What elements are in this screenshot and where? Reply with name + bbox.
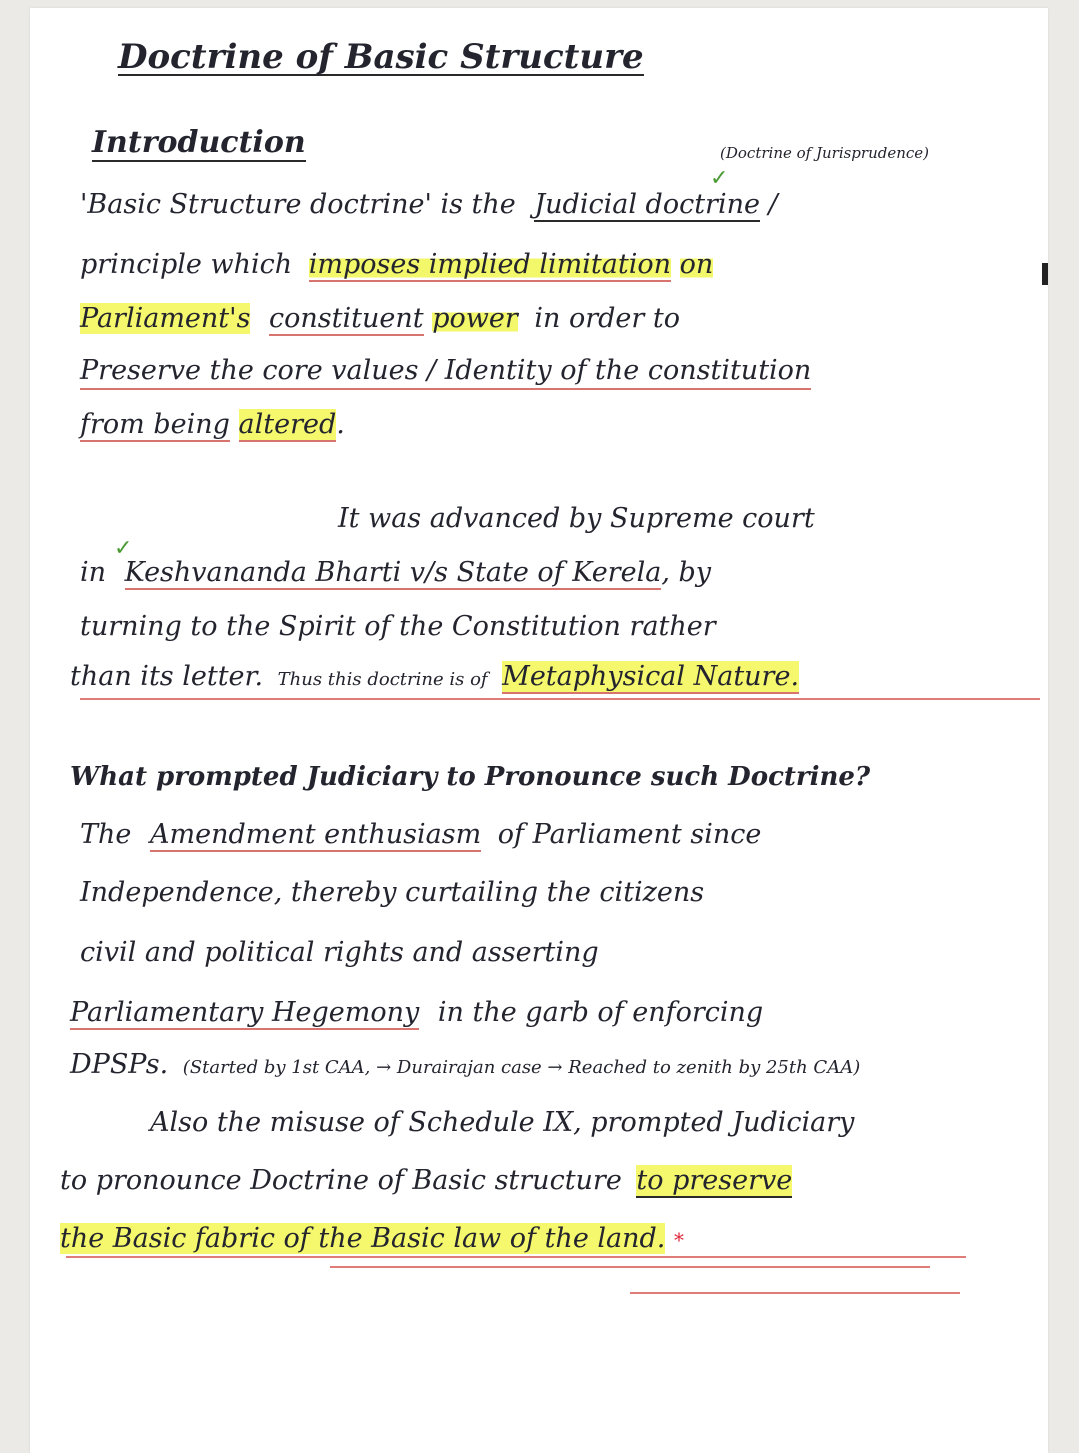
to-preserve: to preserve — [636, 1165, 793, 1196]
para2-in: in — [80, 557, 107, 588]
constituent-text: constituent — [269, 303, 424, 334]
check-mark-icon-2: ✓ — [114, 536, 133, 561]
case-name: Keshvananda Bharti v/s State of Kerela — [124, 557, 662, 588]
intro-line-1: 'Basic Structure doctrine' is the Judicial doctrine / — [80, 189, 778, 220]
intro-line-2 — [80, 248, 713, 282]
section2-line-5 — [70, 1048, 860, 1085]
para2-line-4 — [70, 660, 799, 697]
intro-text-1: 'Basic Structure doctrine' is the — [80, 189, 516, 220]
s2-the: The — [80, 819, 132, 850]
check-mark-icon: ✓ — [710, 166, 729, 191]
section2-line-6: Also the misuse of Schedule IX, prompted Judiciary — [150, 1107, 855, 1138]
intro-text-2: principle which — [80, 249, 293, 280]
star-icon: * — [673, 1228, 684, 1252]
jurisprudence-annotation: (Doctrine of Jurisprudence) — [720, 144, 930, 162]
para2-than: than its letter. — [70, 661, 264, 692]
s2-garb: in the garb of enforcing — [437, 997, 764, 1028]
para2-line-2 — [80, 556, 711, 590]
s2-pronounce: to pronounce Doctrine of Basic structure — [60, 1165, 622, 1196]
section2-line-2: Independence, thereby curtailing the citizens — [80, 877, 705, 908]
amendment-enthusiasm: Amendment enthusiasm — [149, 819, 482, 850]
judicial-doctrine: Judicial doctrine — [534, 189, 760, 220]
basic-fabric: the Basic fabric of the Basic law of the land. — [60, 1223, 666, 1254]
section2-rule-3 — [630, 1292, 960, 1294]
in-order-to: in order to — [534, 303, 680, 334]
power-text: power — [432, 303, 518, 334]
from-being: from being — [80, 409, 230, 440]
page-title: Doctrine of Basic Structure — [118, 37, 644, 77]
section2-line-3: civil and political rights and asserting — [80, 937, 599, 968]
page-edge-mark — [1042, 263, 1048, 285]
s2-of-parliament: of Parliament since — [497, 819, 762, 850]
para2-thus: Thus this doctrine is of — [277, 669, 488, 690]
intro-text-on: on — [679, 249, 714, 280]
para2-rule — [80, 698, 1040, 700]
para2-line-3: turning to the Spirit of the Constitution rather — [80, 611, 716, 642]
dpsps: DPSPs. — [70, 1049, 169, 1080]
annotation-text: Doctrine of Jurisprudence — [725, 144, 924, 162]
parliamentary-hegemony: Parliamentary Hegemony — [70, 997, 420, 1028]
intro-line-4: Preserve the core values / Identity of the constitution — [80, 354, 811, 390]
intro-line-3 — [80, 302, 680, 336]
section2-line-1 — [80, 818, 761, 852]
intro-heading: Introduction — [92, 125, 306, 160]
section2-rule-2 — [330, 1266, 930, 1268]
parliaments-text: Parliament's — [80, 303, 251, 334]
altered-text: altered — [238, 409, 337, 440]
section2-heading: What prompted Judiciary to Pronounce such Doctrine? — [70, 762, 871, 792]
section2-line-8 — [60, 1222, 684, 1257]
section2-rule-1 — [66, 1256, 966, 1258]
metaphysical-nature: Metaphysical Nature. — [502, 661, 800, 692]
notes-page — [30, 8, 1048, 1453]
caa-note: (Started by 1st CAA, → Durairajan case → Reached to zenith by 25th CAA) — [182, 1057, 861, 1078]
intro-line-5: from being altered. — [80, 409, 345, 440]
implied-limitation: imposes implied limitation — [308, 249, 671, 280]
section2-line-4 — [70, 996, 763, 1030]
para2-line-1: It was advanced by Supreme court — [338, 503, 815, 534]
section2-line-7 — [60, 1164, 792, 1198]
para2-by: , by — [661, 557, 712, 588]
